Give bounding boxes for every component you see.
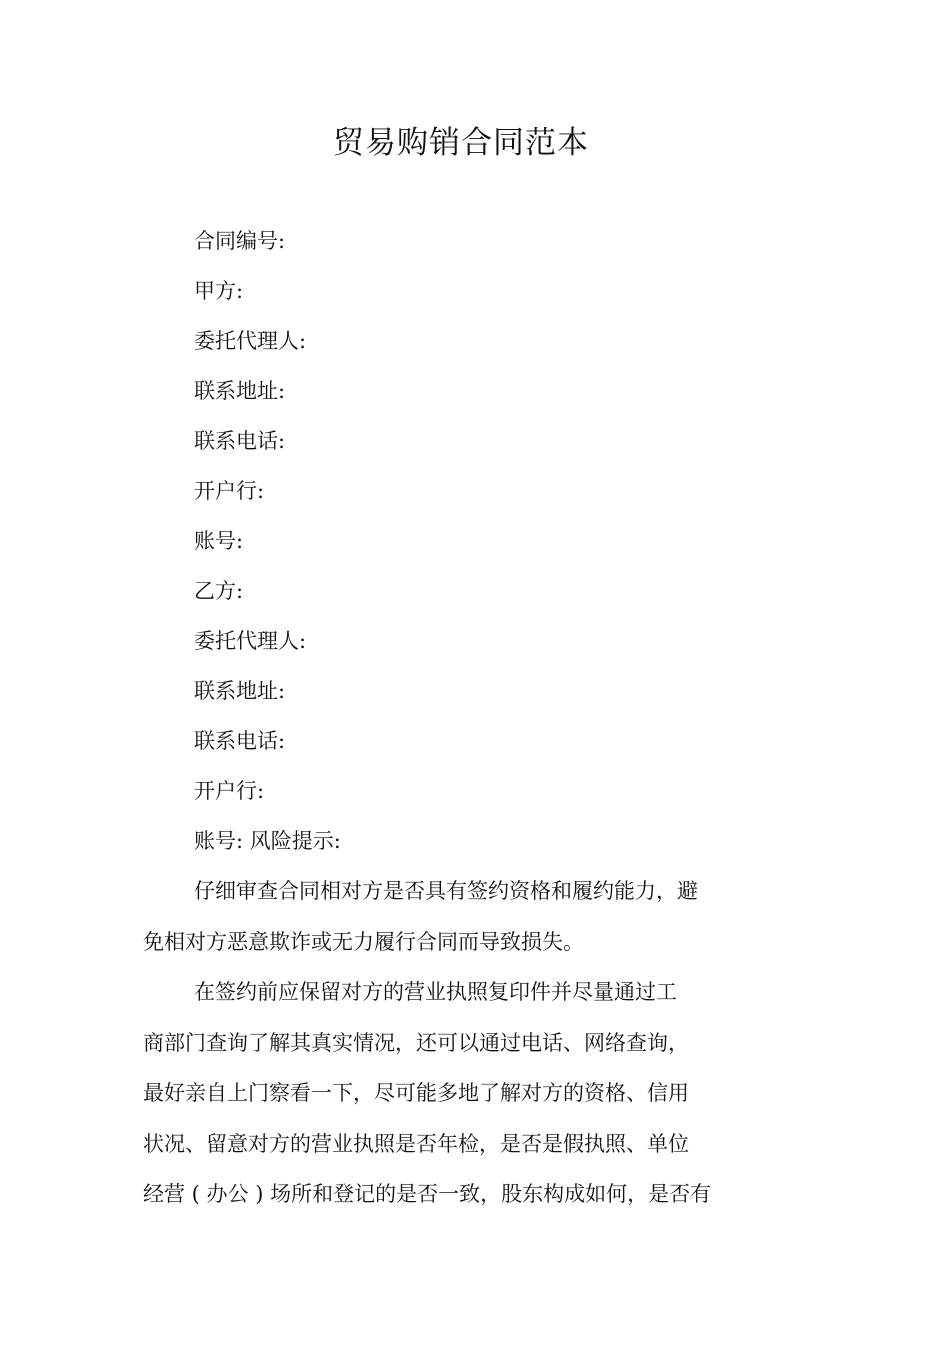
document-title: 贸易购销合同范本 <box>333 125 589 161</box>
field-party-b-address: 联系地址: <box>194 679 286 703</box>
paragraph-line: 商部门查询了解其真实情况，还可以通过电话、网络查询， <box>143 1030 689 1055</box>
paragraph-line: 经营 ( 办公 ) 场所和登记的是否一致，股东构成如何，是否有 <box>143 1182 712 1206</box>
field-party-a-address: 联系地址: <box>194 379 286 403</box>
contract-fields-list <box>194 226 341 876</box>
field-party-b-agent: 委托代理人: <box>194 629 307 653</box>
field-party-b-account-risk: 账号: 风险提示: <box>194 829 341 853</box>
field-party-b-bank: 开户行: <box>194 779 265 803</box>
field-party-a-phone: 联系电话: <box>194 429 286 453</box>
field-party-a: 甲方: <box>194 279 244 303</box>
field-party-a-bank: 开户行: <box>194 479 265 503</box>
field-contract-number: 合同编号: <box>194 229 286 253</box>
risk-paragraph-1 <box>143 866 763 967</box>
paragraph-line: 在签约前应保留对方的营业执照复印件并尽量通过工 <box>194 980 677 1004</box>
field-party-b-phone: 联系电话: <box>194 729 286 753</box>
paragraph-line: 最好亲自上门察看一下，尽可能多地了解对方的资格、信用 <box>143 1081 689 1105</box>
paragraph-line: 免相对方恶意欺诈或无力履行合同而导致损失。 <box>143 929 584 954</box>
paragraph-line: 仔细审查合同相对方是否具有签约资格和履约能力，避 <box>194 879 698 903</box>
risk-paragraph-2 <box>143 967 763 1220</box>
field-party-a-agent: 委托代理人: <box>194 329 307 353</box>
paragraph-line: 状况、留意对方的营业执照是否年检，是否是假执照、单位 <box>143 1131 689 1156</box>
field-party-b: 乙方: <box>194 579 244 603</box>
field-party-a-account: 账号: <box>194 529 244 553</box>
